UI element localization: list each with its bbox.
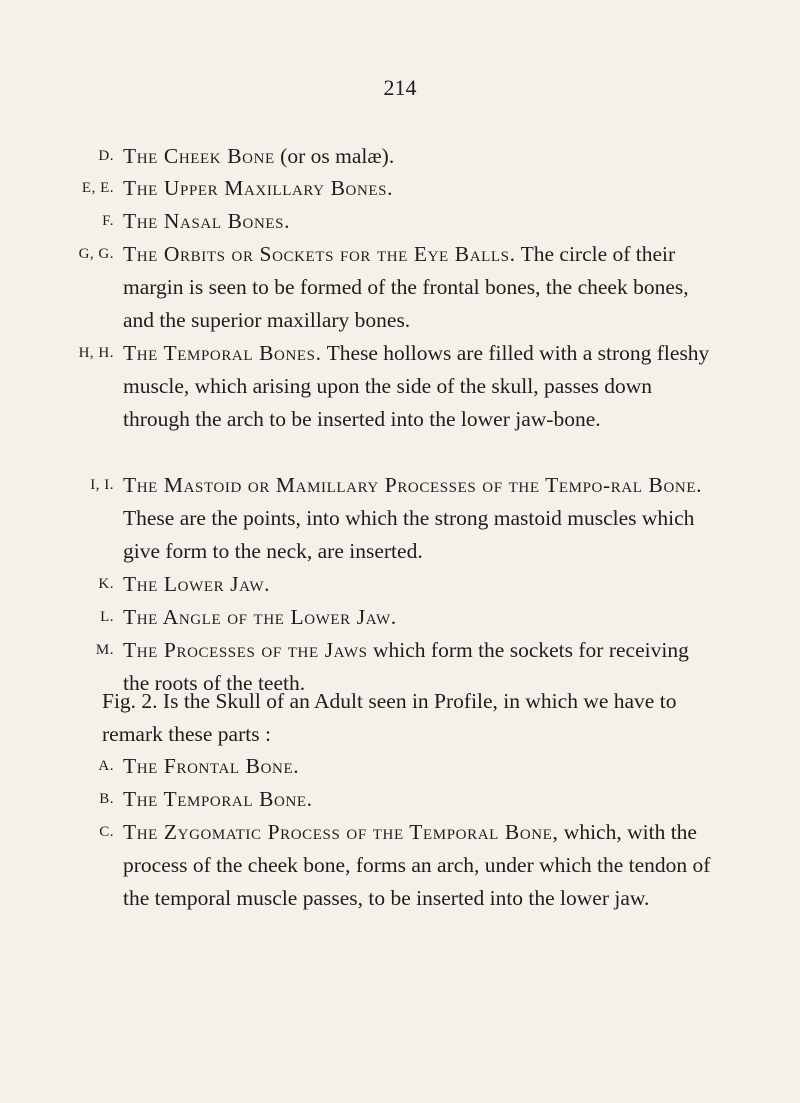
entry-label: B.: [99, 791, 114, 807]
entry-label: F.: [102, 213, 114, 229]
entry-title: The Lower Jaw.: [123, 572, 271, 596]
page-number: 214: [383, 75, 417, 100]
entry-text: [123, 750, 715, 783]
entry-label: I, I.: [90, 477, 114, 493]
entry-label: G, G.: [78, 246, 114, 262]
entry-text: [123, 238, 715, 337]
entry-text: [123, 140, 715, 173]
figure-paragraph: [102, 685, 714, 751]
entry-label: H, H.: [78, 345, 114, 361]
entry-title: The Upper Maxillary Bones.: [123, 176, 394, 200]
entry-text: [123, 337, 715, 436]
entry-description: which, with the process of the cheek bone, forms an arch, under which the tendon of the temporal muscle passes, to be inserted into the lower jaw.: [123, 820, 711, 910]
entry-title: The Angle of the Lower Jaw.: [123, 605, 397, 629]
entry-title: The Temporal Bone.: [123, 787, 313, 811]
entry-title: The Orbits or Sockets for the Eye Balls.: [123, 242, 516, 266]
entry-text: [123, 601, 715, 634]
entry-label: E, E.: [81, 180, 114, 196]
entry-text: [123, 205, 715, 238]
entry-title: The Zygomatic Process of the Temporal Bone,: [123, 820, 559, 844]
entry-text: [123, 469, 715, 568]
entry-description: These hollows are filled with a strong fleshy muscle, which arising upon the side of the skull, passes down through the arch to be inserted into the lower jaw-bone.: [123, 341, 710, 431]
entry-text: [123, 172, 715, 205]
entry-text: [123, 816, 715, 915]
entry-title: The Temporal Bones.: [123, 341, 322, 365]
figure-paragraph-text: Fig. 2. Is the Skull of an Adult seen in Profile, in which we have to remark these parts :: [102, 689, 677, 746]
entry-label: C.: [99, 824, 114, 840]
entry-label: K.: [98, 576, 114, 592]
entry-description: The circle of their margin is seen to be formed of the frontal bones, the cheek bones, and the superior maxillary bones.: [123, 242, 689, 332]
entry-title: The Cheek Bone: [123, 144, 275, 168]
entry-title: The Nasal Bones.: [123, 209, 291, 233]
entry-title: The Frontal Bone.: [123, 754, 300, 778]
entry-text: [123, 568, 715, 601]
entry-label: M.: [95, 642, 114, 658]
entry-title: The Processes of the Jaws: [123, 638, 368, 662]
entry-description: These are the points, into which the strong mastoid muscles which give form to the neck, are inserted.: [123, 506, 695, 563]
entry-description: which form the sockets for receiving the roots of the teeth.: [123, 638, 689, 695]
entry-label: L.: [100, 609, 114, 625]
entry-label: A.: [98, 758, 114, 774]
entry-title: The Mastoid or Mamillary Processes of the Tempo-ral Bone.: [123, 473, 703, 497]
entry-description: (or os malæ).: [274, 144, 395, 168]
entry-label: D.: [98, 148, 114, 164]
entry-text: [123, 783, 715, 816]
